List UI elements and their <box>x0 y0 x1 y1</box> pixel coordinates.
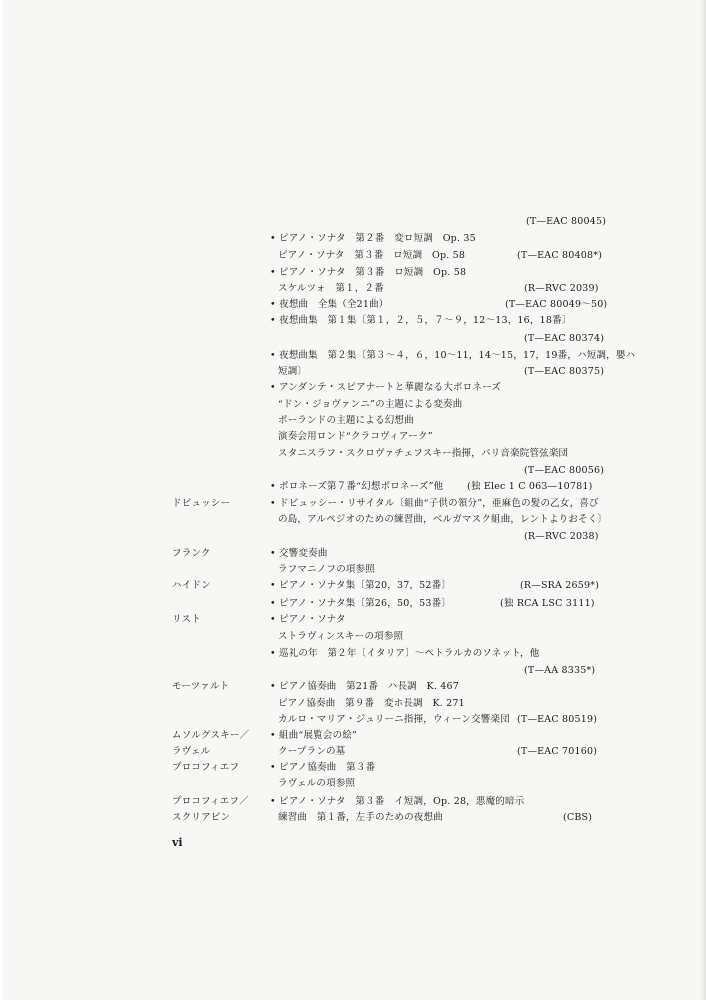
text-line: モーツァルト <box>172 681 230 692</box>
text-line: (R—RVC 2039) <box>524 283 599 294</box>
text-line: • ドビュッシー・リサイタル〔組曲“子供の領分”，亜麻色の髪の乙女，喜び <box>270 498 599 509</box>
text-line: 練習曲 第１番，左手のための夜想曲 <box>278 812 443 823</box>
text-line: (T—AA 8335*) <box>524 665 596 676</box>
text-line: クープランの墓 <box>278 746 346 757</box>
text-line: • ピアノ・ソナタ 第２番 変ロ短調 Op. 35 <box>270 233 476 244</box>
text-line: • 組曲“展覧会の絵” <box>270 730 358 741</box>
text-line: ムソルグスキー／ <box>172 730 250 741</box>
text-line: スクリアビン <box>172 812 231 823</box>
text-line: ポーランドの主題による幻想曲 <box>278 415 414 426</box>
text-line: (T—EAC 80374) <box>524 333 605 344</box>
text-line: • 夜想曲集 第１集〔第１，２，５，７〜９，12〜13，16，18番〕 <box>270 315 572 326</box>
text-line: (R—RVC 2038) <box>524 531 599 542</box>
text-line: (独 RCA LSC 3111) <box>500 598 595 609</box>
text-line: • ピアノ・ソナタ 第３番 ロ短調 Op. 58 <box>270 267 467 278</box>
text-line: • 巡礼の年 第２年〔イタリア〕〜ペトラルカのソネット，他 <box>270 648 540 659</box>
text-line: スケルツォ 第１，２番 <box>278 283 384 294</box>
text-line: • ピアノ協奏曲 第３番 <box>270 762 376 773</box>
text-line: の島，アルペジオのための練習曲，ベルガマスク組曲，レントよりおそく〕 <box>278 514 608 525</box>
text-line: (T—EAC 80045) <box>526 216 607 227</box>
text-line: (T—EAC 70160) <box>517 746 598 757</box>
text-line: (CBS) <box>563 812 593 823</box>
text-line: ラヴェル <box>172 746 211 757</box>
text-line: • 夜想曲 全集（全21曲） <box>270 299 389 310</box>
text-line: スタニスラフ・スクロヴァチェフスキー指揮，パリ音楽院管弦楽団 <box>278 448 569 459</box>
text-line: ストラヴィンスキーの項参照 <box>278 631 404 642</box>
text-line: ラヴェルの項参照 <box>278 778 356 789</box>
text-line: ピアノ・ソナタ 第３番 ロ短調 Op. 58 <box>278 250 466 261</box>
text-line: (T—EAC 80056) <box>524 465 605 476</box>
text-line: 演奏会用ロンド“クラコヴィアーク” <box>278 431 433 442</box>
text-line: • 交響変奏曲 <box>270 548 328 559</box>
text-line: プロコフィエフ／ <box>172 796 249 807</box>
text-line: ピアノ協奏曲 第９番 変ホ長調 K. 271 <box>278 698 465 709</box>
text-line: (独 Elec 1 C 063—10781) <box>467 481 593 492</box>
text-line: (T—EAC 80519) <box>517 714 598 725</box>
text-line: 短調〕 <box>278 366 308 377</box>
text-line: (T—EAC 80049〜50) <box>505 299 608 310</box>
text-line: • ポロネーズ第７番“幻想ポロネーズ”他 <box>270 481 444 492</box>
text-line: (T—EAC 80375) <box>524 366 605 377</box>
page-shadow <box>700 0 706 1000</box>
text-line: カルロ・マリア・ジュリーニ指揮，ウィーン交響楽団 <box>278 714 510 725</box>
text-line: フランク <box>172 548 211 559</box>
text-line: • ピアノ・ソナタ集〔第26，50，53番〕 <box>270 598 452 609</box>
text-line: ドビュッシー <box>172 498 231 509</box>
text-line: プロコフィエフ <box>172 762 240 773</box>
text-line: • ピアノ・ソナタ <box>270 614 346 625</box>
text-line: • ピアノ協奏曲 第21番 ハ長調 K. 467 <box>270 681 460 692</box>
text-line: (T—EAC 80408*) <box>517 250 603 261</box>
text-line: ラフマニノフの項参照 <box>278 564 376 575</box>
text-line: (R—SRA 2659*) <box>520 580 600 591</box>
text-line: ハイドン <box>172 580 211 591</box>
page-number: vi <box>172 836 183 849</box>
page-edge <box>0 0 3 1000</box>
text-line: • ピアノ・ソナタ集〔第20，37，52番〕 <box>270 580 452 591</box>
text-line: • アンダンテ・スピアナートと華麗なる大ポロネーズ <box>270 382 501 393</box>
text-line: リスト <box>172 614 201 625</box>
text-line: “ドン・ジョヴァンニ”の主題による変奏曲 <box>278 399 463 410</box>
text-line: • 夜想曲集 第２集〔第３〜４，６，10〜11，14〜15，17，19番，ハ短調，嬰ハ <box>270 350 636 361</box>
text-line: • ピアノ・ソナタ 第３番 イ短調，Op. 28，悪魔的暗示 <box>270 796 525 807</box>
